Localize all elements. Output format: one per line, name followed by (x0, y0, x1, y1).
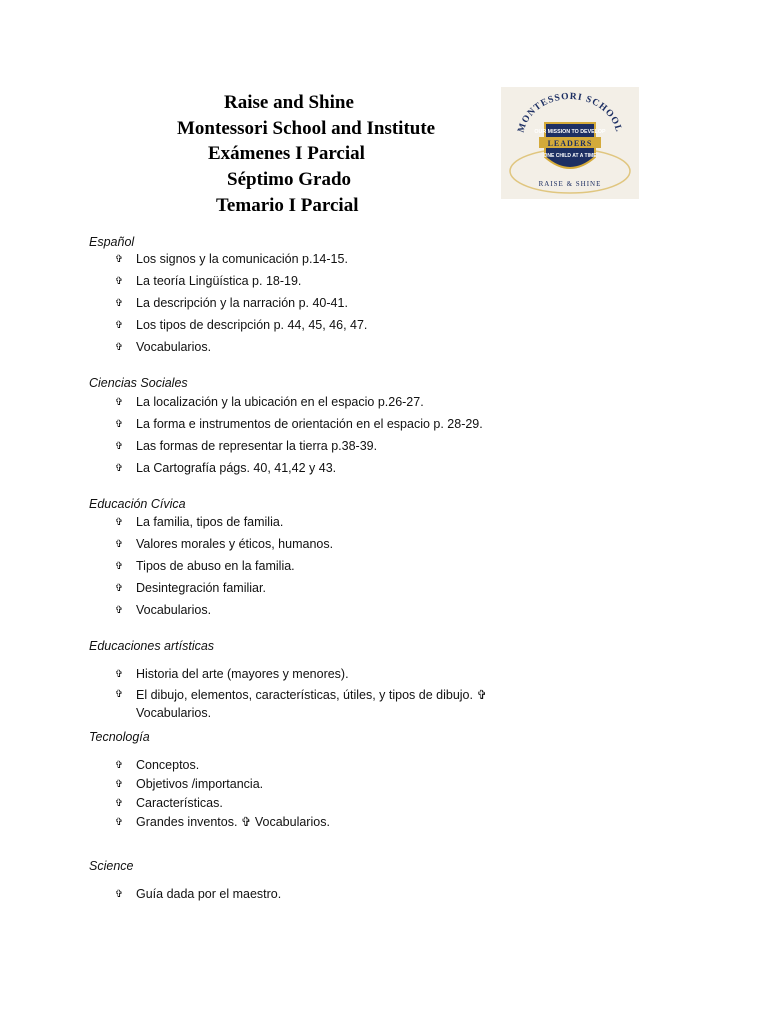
section-list-educacion-civica (112, 515, 532, 618)
list-item: ✞ Valores morales y éticos, humanos. (112, 537, 532, 552)
section-title-ciencias-sociales: Ciencias Sociales (89, 376, 188, 390)
section-list-tecnologia (112, 758, 532, 830)
cross-bullet-icon: ✞ (114, 539, 124, 550)
logo-top-text: MONTESSORI SCHOOL (516, 91, 624, 134)
section-list-ciencias-sociales (112, 395, 532, 476)
logo-banner-text: LEADERS (547, 139, 593, 148)
list-item: ✞ La forma e instrumentos de orientación en el espacio p. 28-29. (112, 417, 532, 432)
cross-bullet-icon: ✞ (114, 342, 124, 353)
school-logo (501, 87, 639, 199)
section-title-science: Science (89, 859, 134, 873)
cross-bullet-icon: ✞ (114, 561, 124, 572)
grade-line: Séptimo Grado (227, 169, 352, 190)
syllabus-title-line: Temario I Parcial (216, 195, 359, 216)
list-item: ✞ Tipos de abuso en la familia. (112, 559, 532, 574)
cross-bullet-icon: ✞ (114, 760, 124, 771)
list-item: ✞ La familia, tipos de familia. (112, 515, 532, 530)
cross-bullet-icon: ✞ (114, 517, 124, 528)
exam-title-line: Exámenes I Parcial (208, 143, 365, 164)
list-item: ✞ El dibujo, elementos, características, útiles, y tipos de dibujo. ✞ Vocabularios. (112, 686, 508, 722)
section-list-educaciones-artisticas (112, 667, 532, 722)
cross-bullet-icon: ✞ (114, 276, 124, 287)
section-title-espanol: Español (89, 235, 135, 249)
cross-bullet-icon: ✞ (114, 689, 124, 700)
logo-mission-text: OUR MISSION TO DEVELOP (534, 129, 606, 135)
section-list-science (112, 887, 532, 902)
section-title-tecnologia: Tecnología (89, 730, 150, 744)
logo-graphic (501, 87, 639, 199)
logo-bottom-text: RAISE & SHINE (538, 180, 602, 188)
list-item: ✞ Los tipos de descripción p. 44, 45, 46, 47. (112, 318, 532, 333)
list-item: ✞ Grandes inventos. ✞ Vocabularios. (112, 815, 532, 830)
school-name-line: Raise and Shine (224, 92, 354, 113)
section-title-educacion-civica: Educación Cívica (89, 497, 186, 511)
list-item: ✞ Las formas de representar la tierra p.38-39. (112, 439, 532, 454)
cross-bullet-icon: ✞ (114, 254, 124, 265)
list-item: ✞ Desintegración familiar. (112, 581, 532, 596)
list-item: ✞ Guía dada por el maestro. (112, 887, 532, 902)
list-item: ✞ La teoría Lingüística p. 18-19. (112, 274, 532, 289)
cross-bullet-icon: ✞ (114, 605, 124, 616)
cross-bullet-icon: ✞ (114, 583, 124, 594)
list-item: ✞ Características. (112, 796, 532, 811)
cross-bullet-icon: ✞ (114, 397, 124, 408)
cross-bullet-icon: ✞ (114, 889, 124, 900)
cross-bullet-icon: ✞ (114, 817, 124, 828)
cross-bullet-icon: ✞ (114, 419, 124, 430)
list-item: ✞ La localización y la ubicación en el espacio p.26-27. (112, 395, 532, 410)
cross-bullet-icon: ✞ (114, 441, 124, 452)
list-item: ✞ Vocabularios. (112, 603, 532, 618)
cross-bullet-icon: ✞ (114, 779, 124, 790)
cross-bullet-icon: ✞ (114, 320, 124, 331)
list-item: ✞ La descripción y la narración p. 40-41. (112, 296, 532, 311)
list-item: ✞ Historia del arte (mayores y menores). (112, 667, 532, 682)
list-item: ✞ Vocabularios. (112, 340, 532, 355)
section-list-espanol (112, 252, 532, 355)
logo-sub-text: ONE CHILD AT A TIME (543, 153, 597, 159)
institute-name-line: Montessori School and Institute (177, 118, 436, 139)
cross-bullet-icon: ✞ (114, 798, 124, 809)
section-title-educaciones-artisticas: Educaciones artísticas (89, 639, 215, 653)
list-item: ✞ Objetivos /importancia. (112, 777, 532, 792)
cross-bullet-icon: ✞ (114, 298, 124, 309)
cross-bullet-icon: ✞ (114, 669, 124, 680)
list-item: ✞ La Cartografía págs. 40, 41,42 y 43. (112, 461, 532, 476)
list-item: ✞ Conceptos. (112, 758, 532, 773)
list-item: ✞ Los signos y la comunicación p.14-15. (112, 252, 532, 267)
cross-bullet-icon: ✞ (114, 463, 124, 474)
